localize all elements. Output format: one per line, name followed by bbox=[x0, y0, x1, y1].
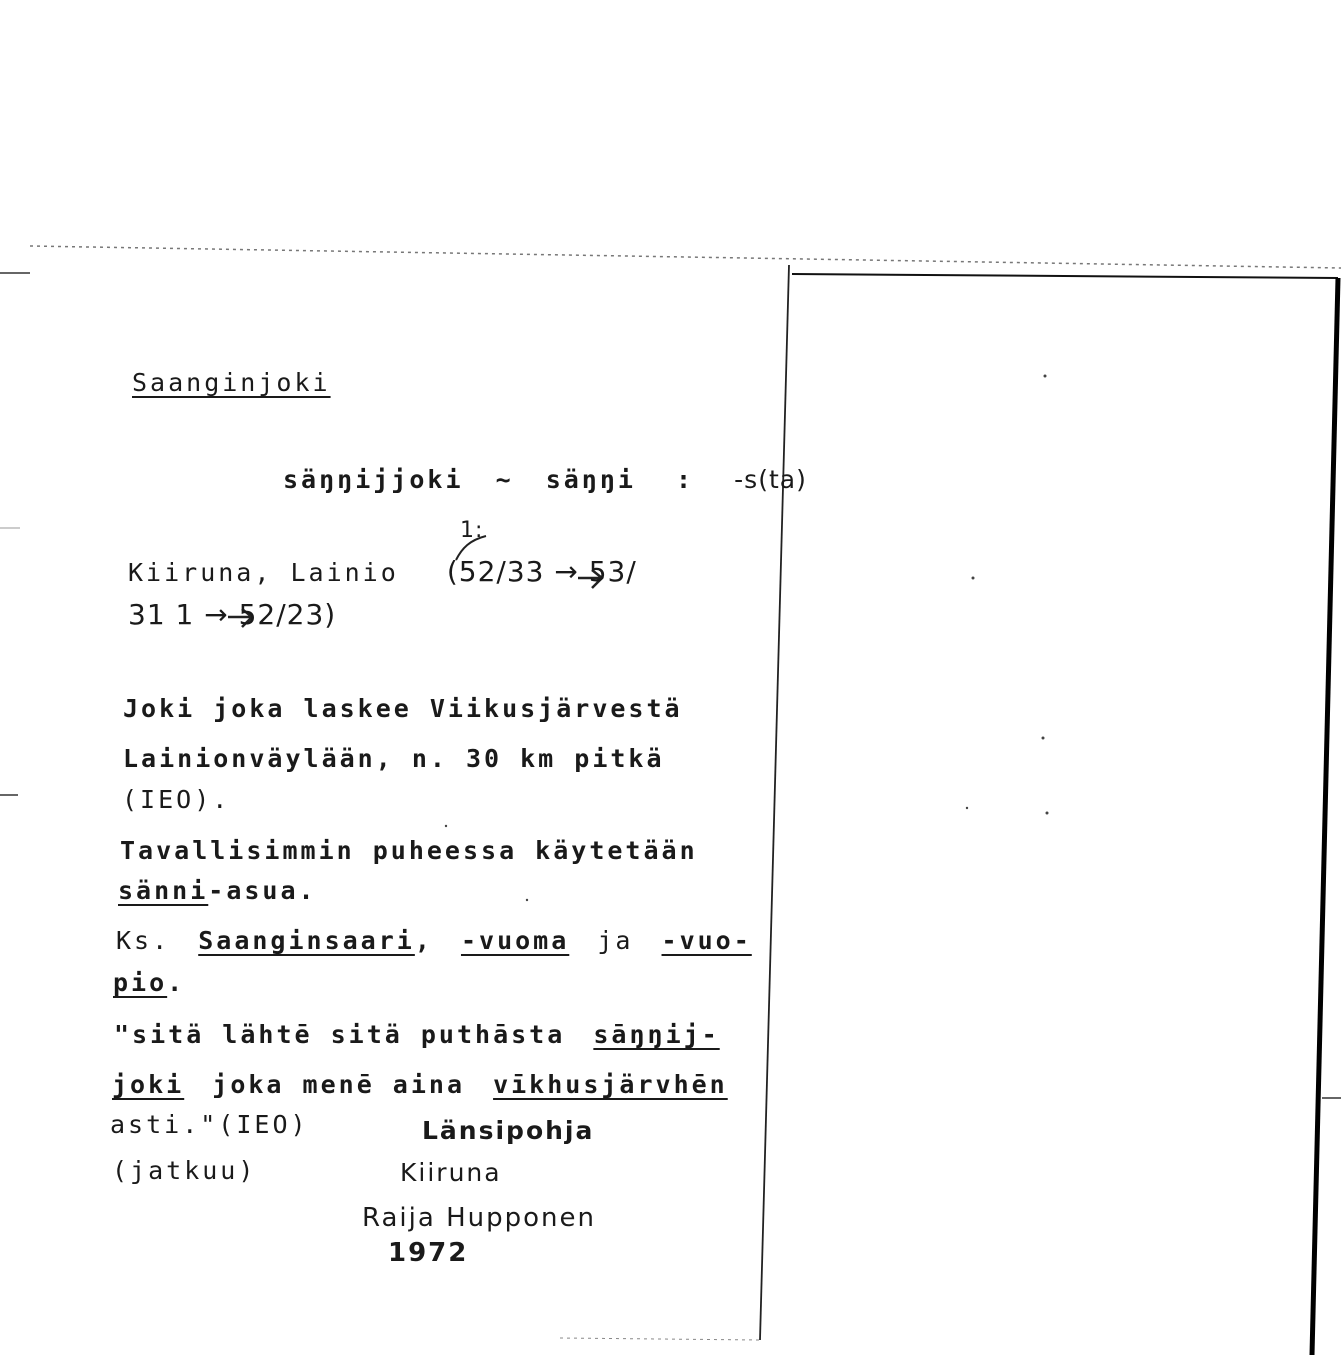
body-line-4: Tavallisimmin puheessa käytetään bbox=[120, 836, 698, 865]
see-and: ja bbox=[597, 926, 634, 955]
back-card-right bbox=[1312, 278, 1338, 1355]
phonetic-colon: : bbox=[676, 465, 695, 494]
phonetic-form-1: säŋŋiјjoki bbox=[283, 465, 464, 494]
see-link-saanginsaari: Saanginsaari bbox=[198, 926, 415, 955]
quote-word-joki: joki bbox=[112, 1070, 185, 1099]
card-top-edge bbox=[30, 246, 1341, 268]
quote-word-vikhusjarvhen: vīkhusjärvhēn bbox=[493, 1070, 728, 1099]
continued-note: (jatkuu) bbox=[112, 1156, 257, 1185]
speck bbox=[1046, 812, 1049, 815]
phonetic-line bbox=[283, 465, 807, 494]
stamp-town: Kiiruna bbox=[400, 1158, 502, 1187]
quote-text-2: joka menē aina bbox=[212, 1070, 465, 1099]
back-card-top bbox=[792, 274, 1338, 278]
see-link-vuoma: -vuoma bbox=[460, 926, 570, 955]
stamp-region: Länsipohja bbox=[422, 1116, 595, 1145]
see-prefix: Ks. bbox=[116, 926, 171, 955]
phonetic-tilde: ~ bbox=[495, 465, 514, 494]
speck bbox=[972, 577, 975, 580]
quote-line-3: asti."(IEO) bbox=[110, 1110, 309, 1139]
speck bbox=[445, 825, 447, 827]
speck bbox=[966, 807, 968, 809]
phonetic-case-ending: -s(ta) bbox=[734, 465, 807, 494]
body-line-1: Joki joka laskee Viikusjärvestä bbox=[123, 694, 683, 723]
sanni-line bbox=[118, 876, 317, 905]
body-line-2: Lainionväylään, n. 30 km pitkä bbox=[123, 744, 665, 773]
location-place: Kiiruna, Lainio bbox=[128, 558, 399, 587]
see-sep: , bbox=[414, 926, 433, 955]
see-link-vuopio-end: pio bbox=[113, 968, 168, 997]
quote-line-1 bbox=[114, 1020, 720, 1049]
sanni-rest: -asua. bbox=[208, 876, 317, 905]
stamp-collector: Raija Hupponen bbox=[362, 1203, 596, 1233]
see-link-vuopio: -vuo- bbox=[661, 926, 752, 955]
body-line-3: (IEO). bbox=[122, 785, 231, 814]
location-coords-1: (52/33 → 53/ bbox=[446, 555, 637, 588]
card-divider bbox=[760, 265, 789, 1340]
phonetic-form-2: säŋŋi bbox=[545, 465, 636, 494]
page-title: Saanginjoki bbox=[132, 368, 331, 397]
stamp-year: 1972 bbox=[388, 1238, 469, 1268]
location-line-1 bbox=[128, 555, 637, 588]
quote-line-2 bbox=[112, 1070, 728, 1099]
handwritten-mark: 1: bbox=[460, 518, 484, 543]
quote-text-1: "sitä lähtē sitä puthāsta bbox=[114, 1020, 566, 1049]
see-also-line-2 bbox=[113, 968, 185, 997]
sanni-word: sänni bbox=[118, 876, 209, 905]
location-line-2: 31 1 → 52/23) bbox=[128, 598, 337, 631]
speck bbox=[1042, 737, 1045, 740]
card-bottom-edge bbox=[560, 1338, 760, 1340]
speck bbox=[526, 899, 528, 901]
speck bbox=[1044, 375, 1047, 378]
see-end: . bbox=[167, 968, 186, 997]
see-also-line bbox=[116, 926, 752, 955]
quote-word-sannij: sāŋŋij- bbox=[593, 1020, 720, 1049]
